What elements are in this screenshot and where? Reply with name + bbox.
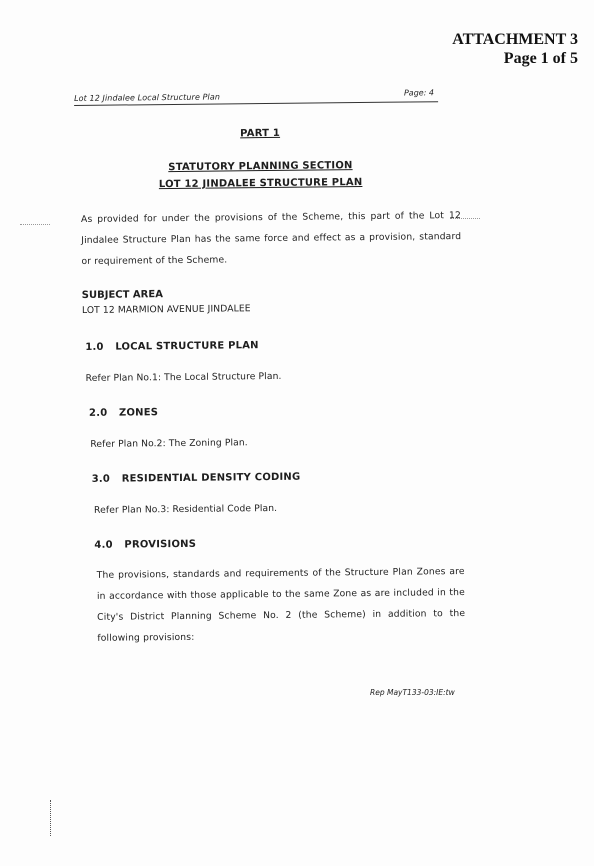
section-title: RESIDENTIAL DENSITY CODING bbox=[121, 471, 301, 485]
section-number: 4.0 bbox=[94, 539, 113, 551]
section-heading bbox=[94, 536, 464, 551]
section-title: PROVISIONS bbox=[124, 538, 197, 551]
attachment-label bbox=[452, 30, 578, 68]
section-number: 2.0 bbox=[88, 407, 108, 419]
header-page-number: Page: 4 bbox=[403, 88, 435, 98]
provisions-paragraph: The provisions, standards and requirements of the Structure Plan Zones are in accordance with those applicable to the same Zone as are included in the City's District Planning Scheme No. 2 (the Scheme) in addition to the following provisions: bbox=[96, 565, 466, 644]
section-number: 1.0 bbox=[85, 341, 104, 353]
section-heading bbox=[85, 338, 462, 353]
plan-heading: LOT 12 JINDALEE STRUCTURE PLAN bbox=[158, 177, 363, 191]
section-reference: Refer Plan No.2: The Zoning Plan. bbox=[90, 437, 248, 450]
running-header bbox=[74, 90, 438, 108]
section-heading bbox=[92, 470, 464, 485]
attachment-page-number: Page 1 of 5 bbox=[503, 50, 578, 67]
scan-artifact-left bbox=[20, 224, 50, 225]
section-heading bbox=[89, 404, 463, 419]
scan-artifact-margin bbox=[50, 800, 53, 836]
section-number: 3.0 bbox=[91, 473, 111, 485]
footer-reference: Rep MayT133-03:IE:tw bbox=[370, 688, 455, 697]
section-title: LOCAL STRUCTURE PLAN bbox=[115, 340, 259, 353]
attachment-title: ATTACHMENT 3 bbox=[452, 31, 578, 48]
document-body bbox=[80, 122, 465, 649]
subject-area-text: LOT 12 MARMION AVENUE JINDALEE bbox=[81, 303, 251, 316]
header-document-title: Lot 12 Jindalee Local Structure Plan bbox=[74, 92, 221, 103]
intro-paragraph: As provided for under the provisions of the Scheme, this part of the Lot 12 Jindalee Structure Plan has the same force and effect as a provision, standard or requirement of the Scheme. bbox=[80, 210, 462, 267]
section-reference: Refer Plan No.1: The Local Structure Plan. bbox=[85, 370, 282, 384]
section-title: ZONES bbox=[118, 407, 159, 419]
statutory-heading: STATUTORY PLANNING SECTION bbox=[168, 160, 353, 174]
part-heading: PART 1 bbox=[240, 127, 281, 140]
subject-area-heading: SUBJECT AREA bbox=[81, 289, 163, 301]
section-reference: Refer Plan No.3: Residential Code Plan. bbox=[93, 502, 278, 516]
